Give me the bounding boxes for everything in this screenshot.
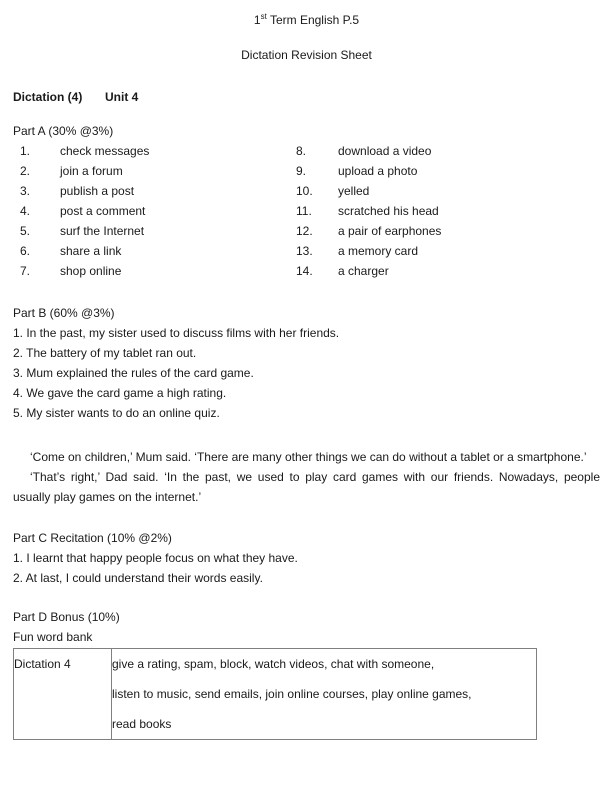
- sentence-line: 1. In the past, my sister used to discuss films with her friends.: [13, 326, 340, 340]
- word-bank-line: read books: [112, 717, 172, 731]
- vocab-number: 11.: [296, 204, 312, 218]
- vocab-term: scratched his head: [338, 204, 439, 218]
- vocab-number: 7.: [20, 264, 31, 278]
- sentence-line: 2. At last, I could understand their words easily.: [13, 571, 263, 585]
- page-subtitle: Dictation Revision Sheet: [241, 48, 372, 62]
- vocab-number: 10.: [296, 184, 313, 198]
- vocab-term: publish a post: [60, 184, 135, 198]
- vocab-number: 13.: [296, 244, 313, 258]
- sentence-line: 4. We gave the card game a high rating.: [13, 386, 227, 400]
- vocab-number: 12.: [296, 224, 313, 238]
- title-ordinal: st: [260, 12, 267, 21]
- vocab-term: surf the Internet: [60, 224, 145, 238]
- word-bank-content: [112, 649, 537, 740]
- page-title: [13, 10, 600, 30]
- word-bank-line: listen to music, send emails, join online courses, play online games,: [112, 687, 472, 701]
- vocab-row: [13, 161, 600, 181]
- word-bank-row: [14, 649, 537, 740]
- sentence-line: 5. My sister wants to do an online quiz.: [13, 406, 220, 420]
- vocab-term: a pair of earphones: [338, 224, 442, 238]
- vocab-list: [13, 141, 600, 281]
- word-bank-line: give a rating, spam, block, watch videos, chat with someone,: [112, 657, 435, 671]
- vocab-number: 1.: [20, 144, 31, 158]
- vocab-term: share a link: [60, 244, 122, 258]
- part-c-sentences: [13, 548, 600, 588]
- title-rest: Term English P.5: [269, 13, 360, 27]
- vocab-row: [13, 201, 600, 221]
- vocab-row: [13, 261, 600, 281]
- dictation-heading: [13, 87, 600, 107]
- vocab-term: yelled: [338, 184, 370, 198]
- dialogue-paragraph: ‘Come on children,’ Mum said. ‘There are many other things we can do without a tablet or a smartphone.’: [30, 450, 587, 464]
- word-bank-table: [13, 648, 537, 740]
- vocab-number: 6.: [20, 244, 31, 258]
- part-a-heading: Part A (30% @3%): [13, 124, 114, 138]
- vocab-term: check messages: [60, 144, 150, 158]
- vocab-number: 4.: [20, 204, 31, 218]
- vocab-number: 5.: [20, 224, 31, 238]
- vocab-term: a memory card: [338, 244, 419, 258]
- part-b-sentences: [13, 323, 600, 423]
- vocab-row: [13, 181, 600, 201]
- sentence-line: 3. Mum explained the rules of the card game.: [13, 366, 254, 380]
- vocab-term: join a forum: [60, 164, 123, 178]
- dialogue-passage: [13, 447, 600, 507]
- dialogue-paragraph: ‘That’s right,’ Dad said. ‘In the past, we used to play card games with our friends. Nowadays, people usually play games on the internet.’: [13, 470, 600, 504]
- vocab-row: [13, 221, 600, 241]
- dictation-number-label: Dictation (4): [13, 90, 83, 104]
- part-c-heading: Part C Recitation (10% @2%): [13, 531, 172, 545]
- part-b-heading: Part B (60% @3%): [13, 306, 115, 320]
- vocab-number: 8.: [296, 144, 307, 158]
- vocab-term: download a video: [338, 144, 432, 158]
- vocab-term: upload a photo: [338, 164, 418, 178]
- sentence-line: 2. The battery of my tablet ran out.: [13, 346, 197, 360]
- vocab-number: 3.: [20, 184, 31, 198]
- vocab-term: post a comment: [60, 204, 146, 218]
- vocab-row: [13, 141, 600, 161]
- unit-label: Unit 4: [105, 90, 139, 104]
- word-bank-label: Dictation 4: [14, 649, 112, 740]
- sentence-line: 1. I learnt that happy people focus on what they have.: [13, 551, 298, 565]
- part-d-heading: Part D Bonus (10%): [13, 610, 120, 624]
- vocab-term: shop online: [60, 264, 122, 278]
- vocab-number: 2.: [20, 164, 31, 178]
- vocab-number: 14.: [296, 264, 313, 278]
- vocab-term: a charger: [338, 264, 389, 278]
- vocab-number: 9.: [296, 164, 307, 178]
- part-d-subheading: Fun word bank: [13, 630, 93, 644]
- title-number: 1: [253, 13, 261, 27]
- vocab-row: [13, 241, 600, 261]
